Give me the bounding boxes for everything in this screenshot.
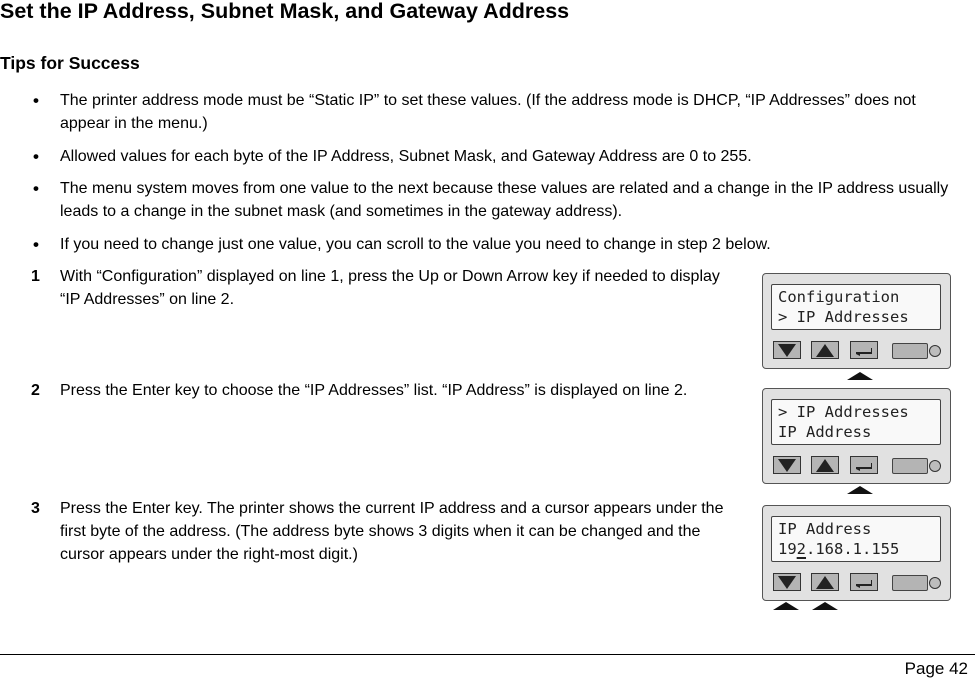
up-arrow-key[interactable] (811, 341, 839, 359)
lcd-line-1: > IP Addresses (778, 403, 909, 421)
down-arrow-key[interactable] (773, 573, 801, 591)
lcd-line-1: IP Address (778, 520, 872, 538)
printer-control-panel (762, 388, 951, 484)
lcd-line-2: > IP Addresses (778, 308, 909, 326)
press-indicator-icon (773, 602, 799, 610)
enter-icon (856, 462, 872, 469)
step-number: 3 (31, 500, 40, 517)
enter-key[interactable] (850, 573, 878, 591)
up-arrow-key[interactable] (811, 573, 839, 591)
footer-rule (0, 654, 975, 655)
press-indicator-icon (847, 486, 873, 494)
tip-text: If you need to change just one value, you can scroll to the value you need to change in step 2 below. (60, 236, 771, 253)
bullet-mark: • (33, 235, 39, 254)
tip-text: Allowed values for each byte of the IP Address, Subnet Mask, and Gateway Address are 0 to 255. (60, 148, 752, 165)
page-number: Page 42 (904, 659, 968, 678)
feed-key[interactable] (892, 458, 928, 474)
tip-text: The printer address mode must be “Static IP” to set these values. (If the address mode is DHCP, “IP Addresses” does not appear in the menu.) (60, 92, 916, 132)
lcd-line-2: IP Address (778, 423, 872, 441)
up-arrow-icon (816, 459, 834, 472)
step-text: Press the Enter key. The printer shows the current IP address and a cursor appears under the first byte of the address. (The address byte shows 3 digits when it can be changed and the cursor appears under the right-most digit.) (60, 500, 724, 563)
section-heading-tips: Tips for Success (0, 53, 140, 73)
enter-key[interactable] (850, 341, 878, 359)
down-arrow-icon (778, 459, 796, 472)
bullet-mark: • (33, 91, 39, 110)
feed-key[interactable] (892, 575, 928, 591)
down-arrow-key[interactable] (773, 456, 801, 474)
lcd-line-2 (778, 540, 899, 558)
lcd-cursor: 2 (796, 540, 807, 558)
printer-control-panel (762, 273, 951, 369)
lcd-display (771, 399, 941, 445)
step-text: Press the Enter key to choose the “IP Addresses” list. “IP Address” is displayed on line 2. (60, 382, 688, 399)
status-led (929, 345, 941, 357)
bullet-mark: • (33, 147, 39, 166)
lcd-display (771, 284, 941, 330)
status-led (929, 577, 941, 589)
down-arrow-key[interactable] (773, 341, 801, 359)
bullet-mark: • (33, 179, 39, 198)
enter-icon (856, 579, 872, 586)
ip-text: 19 (778, 540, 797, 558)
lcd-display (771, 516, 941, 562)
down-arrow-icon (778, 344, 796, 357)
step-number: 2 (31, 382, 40, 399)
feed-key[interactable] (892, 343, 928, 359)
down-arrow-icon (778, 576, 796, 589)
up-arrow-icon (816, 344, 834, 357)
status-led (929, 460, 941, 472)
press-indicator-icon (847, 372, 873, 380)
ip-text: .168.1.155 (806, 540, 900, 558)
enter-icon (856, 347, 872, 354)
step-number: 1 (31, 268, 40, 285)
lcd-line-1: Configuration (778, 288, 900, 306)
printer-control-panel (762, 505, 951, 601)
up-arrow-key[interactable] (811, 456, 839, 474)
press-indicator-icon (812, 602, 838, 610)
step-text: With “Configuration” displayed on line 1, press the Up or Down Arrow key if needed to display “IP Addresses” on line 2. (60, 268, 720, 308)
tip-text: The menu system moves from one value to the next because these values are related and a change in the IP address usually leads to a change in the subnet mask (and sometimes in the gateway address). (60, 180, 949, 220)
up-arrow-icon (816, 576, 834, 589)
enter-key[interactable] (850, 456, 878, 474)
page-title: Set the IP Address, Subnet Mask, and Gateway Address (0, 0, 570, 23)
